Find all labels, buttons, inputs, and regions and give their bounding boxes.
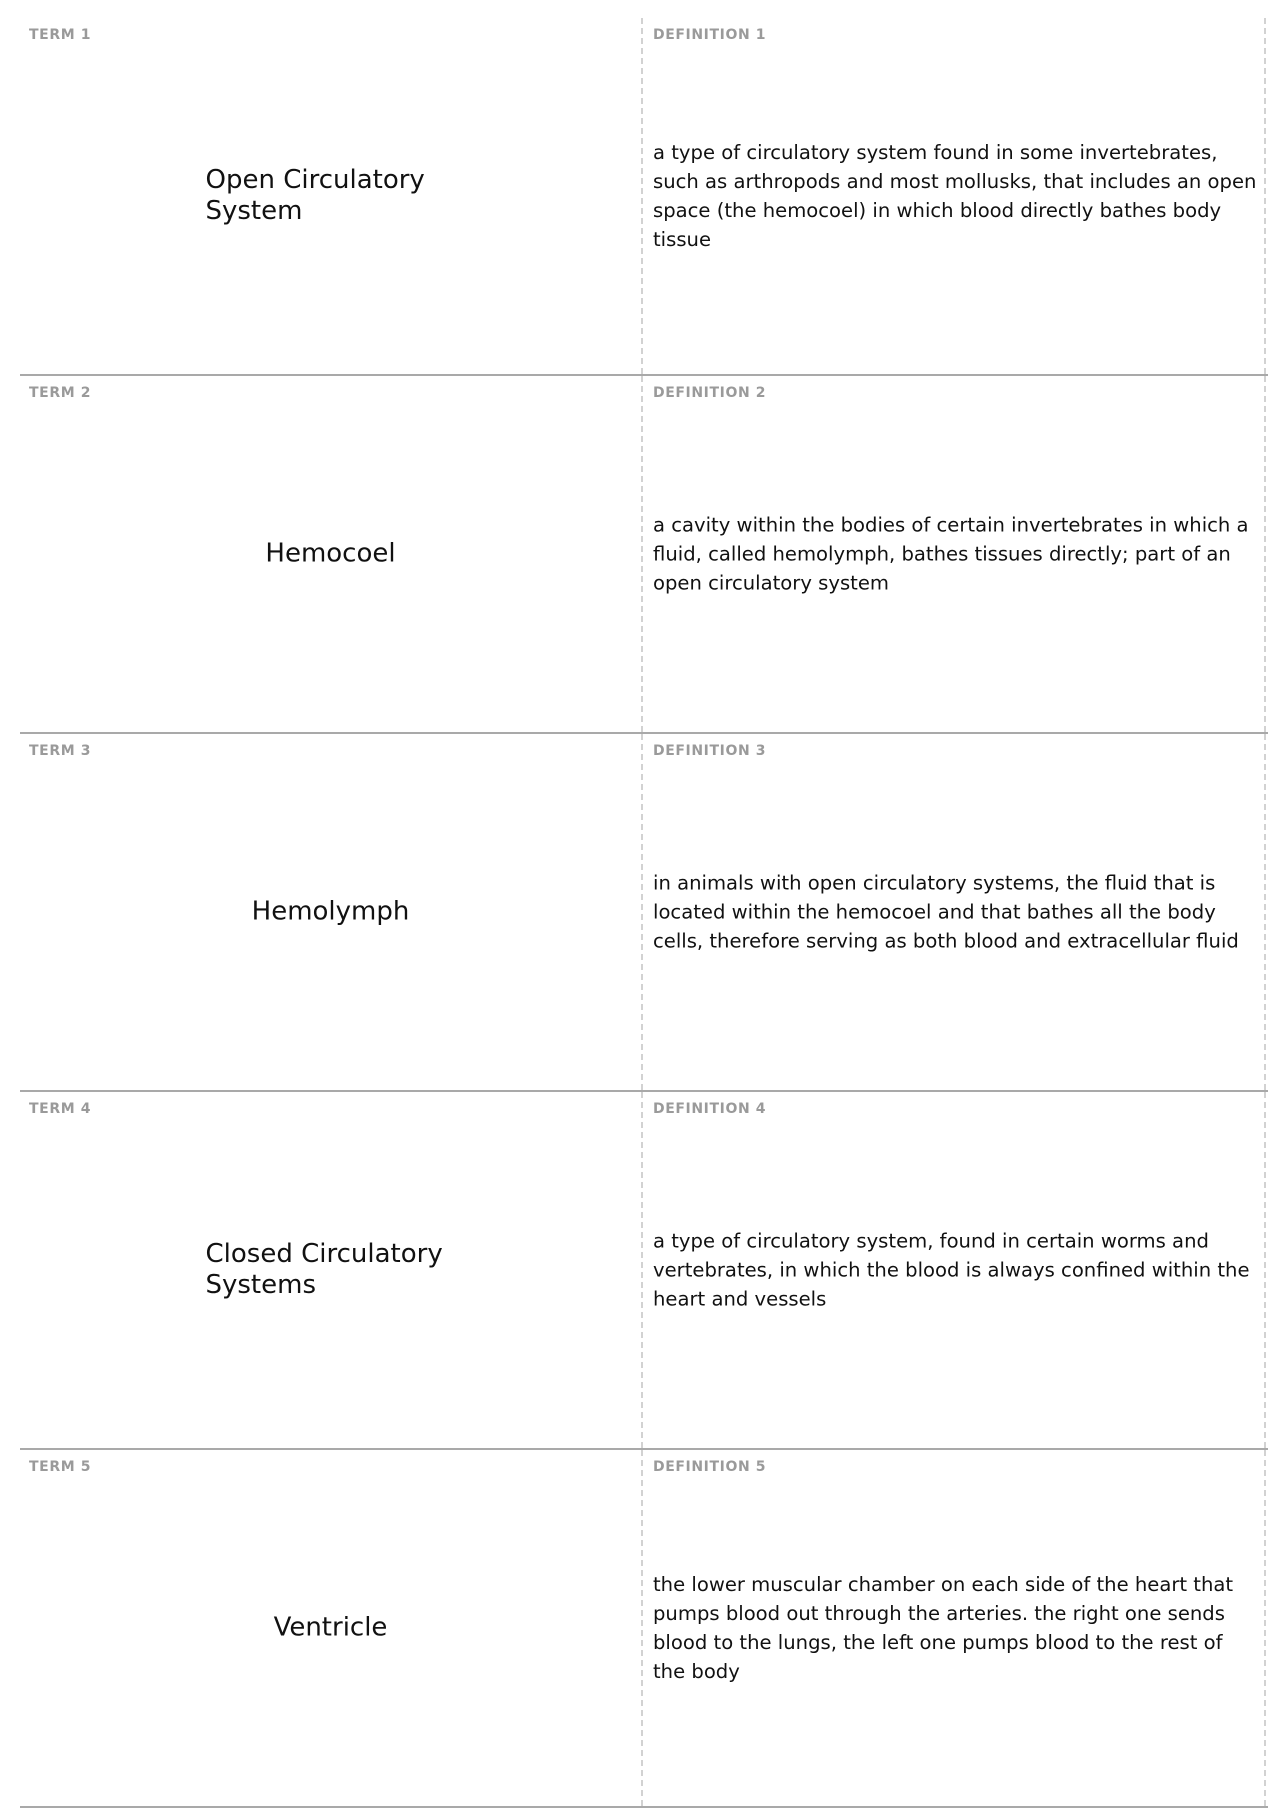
definition-cell — [643, 376, 1266, 732]
definition-cell — [643, 18, 1266, 374]
term-cell — [20, 734, 643, 1090]
term-label: TERM 5 — [29, 1459, 92, 1475]
flashcard-row — [20, 18, 1268, 376]
definition-cell — [643, 734, 1266, 1090]
definition-label: DEFINITION 5 — [653, 1459, 767, 1475]
definition-cell — [643, 1092, 1266, 1448]
flashcard-row — [20, 734, 1268, 1092]
term-label: TERM 2 — [29, 385, 92, 401]
flashcard-row — [20, 1092, 1268, 1450]
term-text: Hemocoel — [265, 538, 396, 569]
definition-text: the lower muscular chamber on each side of the heart that pumps blood out through the arteries. the right one sends blood to the lungs, the left one pumps blood to the rest of the body — [653, 1573, 1234, 1683]
term-label: TERM 4 — [29, 1101, 92, 1117]
term-text: Closed Circulatory Systems — [205, 1239, 443, 1300]
term-text: Ventricle — [273, 1612, 388, 1643]
flashcard-row — [20, 376, 1268, 734]
definition-text: a cavity within the bodies of certain invertebrates in which a fluid, called hemolymph, bathes tissues directly; part of an open circulatory system — [653, 513, 1249, 595]
term-cell — [20, 18, 643, 374]
term-label: TERM 1 — [29, 27, 92, 43]
definition-text: a type of circulatory system found in some invertebrates, such as arthropods and most mollusks, that includes an open space (the hemocoel) in which blood directly bathes body tissue — [653, 141, 1257, 251]
definition-label: DEFINITION 4 — [653, 1101, 767, 1117]
definition-text: in animals with open circulatory systems, the fluid that is located within the hemocoel and that bathes all the body cells, therefore serving as both blood and extracellular fluid — [653, 871, 1239, 953]
flashcard-row — [20, 1450, 1268, 1808]
term-text: Open Circulatory System — [205, 165, 425, 226]
flashcard-sheet — [20, 18, 1268, 1808]
definition-text: a type of circulatory system, found in certain worms and vertebrates, in which the blood is always confined within the heart and vessels — [653, 1229, 1250, 1311]
term-text: Hemolymph — [251, 896, 410, 927]
definition-label: DEFINITION 3 — [653, 743, 767, 759]
term-cell — [20, 1092, 643, 1448]
definition-label: DEFINITION 2 — [653, 385, 767, 401]
term-cell — [20, 376, 643, 732]
definition-cell — [643, 1450, 1266, 1806]
definition-label: DEFINITION 1 — [653, 27, 767, 43]
term-label: TERM 3 — [29, 743, 92, 759]
term-cell — [20, 1450, 643, 1806]
